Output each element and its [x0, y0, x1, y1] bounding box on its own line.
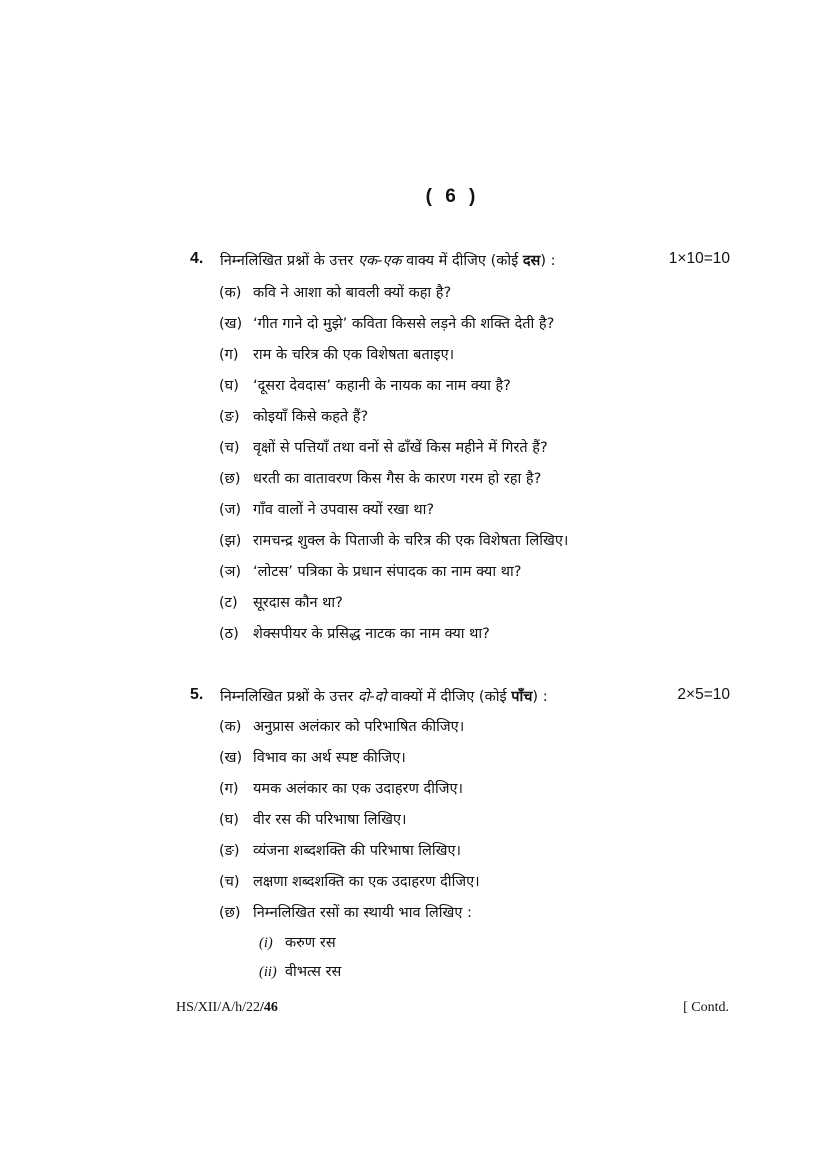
question-item: (ट) सूरदास कौन था? — [219, 595, 343, 611]
question-item: (ग) यमक अलंकार का एक उदाहरण दीजिए। — [219, 781, 464, 797]
question-item: (क) कवि ने आशा को बावली क्यों कहा है? — [219, 285, 452, 301]
question-item: (घ) वीर रस की परिभाषा लिखिए। — [219, 812, 407, 828]
continued-label: [ Contd. — [683, 1000, 729, 1015]
question-item: (छ) निम्नलिखित रसों का स्थायी भाव लिखिए : — [219, 905, 472, 921]
question-number: 5. — [190, 686, 204, 703]
question-4-heading — [190, 250, 730, 274]
question-item: (ग) राम के चरित्र की एक विशेषता बताइए। — [219, 347, 455, 363]
question-number: 4. — [190, 250, 204, 267]
question-item: (ख) ‘गीत गाने दो मुझे’ कविता किससे लड़ने की शक्ति देती है? — [219, 316, 555, 332]
question-item: (च) लक्षणा शब्दशक्ति का एक उदाहरण दीजिए। — [219, 874, 480, 890]
question-item: (ङ) व्यंजना शब्दशक्ति की परिभाषा लिखिए। — [219, 843, 462, 859]
page-number: ( 6 ) — [425, 186, 480, 207]
question-subitem: (i) करुण रस — [259, 935, 336, 951]
question-item: (ञ) ‘लोटस’ पत्रिका के प्रधान संपादक का नाम क्या था? — [219, 564, 522, 580]
question-item: (क) अनुप्रास अलंकार को परिभाषित कीजिए। — [219, 719, 465, 735]
question-item: (ठ) शेक्सपीयर के प्रसिद्ध नाटक का नाम क्या था? — [219, 626, 490, 642]
question-item: (ज) गाँव वालों ने उपवास क्यों रखा था? — [219, 502, 435, 518]
question-item: (ख) विभाव का अर्थ स्पष्ट कीजिए। — [219, 750, 406, 766]
question-item: (ङ) कोइयाँ किसे कहते हैं? — [219, 409, 369, 425]
question-instruction: निम्नलिखित प्रश्नों के उत्तर एक-एक वाक्य में दीजिए (कोई दस) : — [220, 253, 556, 269]
question-item: (घ) ‘दूसरा देवदास’ कहानी के नायक का नाम क्या है? — [219, 378, 511, 394]
question-subitem: (ii) वीभत्स रस — [259, 964, 342, 980]
question-marks: 1×10=10 — [668, 250, 730, 267]
paper-code: HS/XII/A/h/22/46 — [176, 1000, 278, 1015]
question-instruction: निम्नलिखित प्रश्नों के उत्तर दो-दो वाक्यों में दीजिए (कोई पाँच) : — [220, 689, 548, 705]
question-item: (छ) धरती का वातावरण किस गैस के कारण गरम हो रहा है? — [219, 471, 542, 487]
question-marks: 2×5=10 — [677, 686, 730, 703]
question-item: (झ) रामचन्द्र शुक्ल के पिताजी के चरित्र की एक विशेषता लिखिए। — [219, 533, 569, 549]
question-5-heading — [190, 686, 730, 710]
question-item: (च) वृक्षों से पत्तियाँ तथा वनों से ढाँखें किस महीने में गिरते हैं? — [219, 440, 548, 456]
